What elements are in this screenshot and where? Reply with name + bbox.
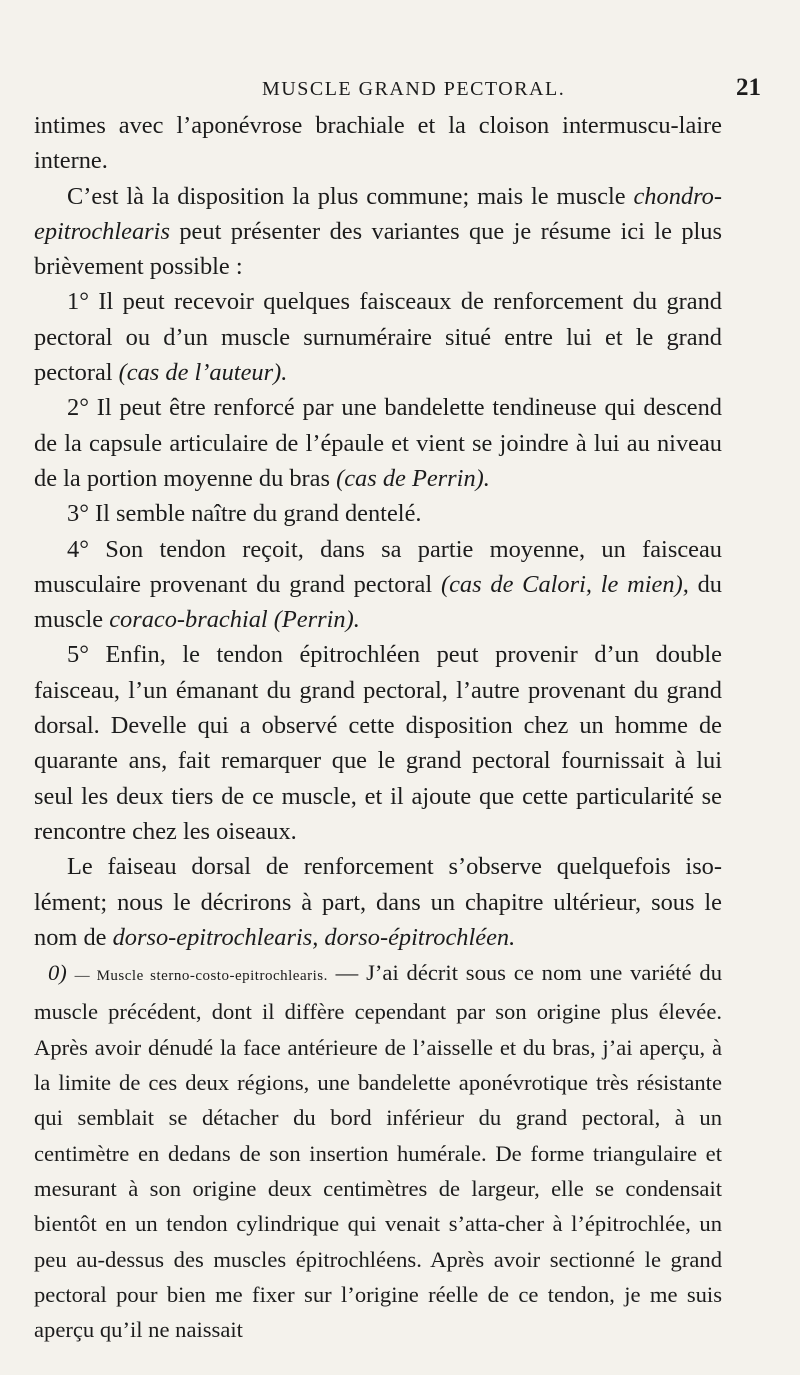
paragraph xyxy=(34,179,722,285)
note-text: — J’ai décrit sous ce nom une variété du muscle précédent, dont il diffère cependant par son origine plus élevée. Après avoir dénudé la face antérieure de l’aisselle et du bras, j’ai aperçu, à la limite de ces deux régions, une bandelette aponévrotique très résistante qui semblait se détacher du bord inférieur du grand pectoral, à un centimètre en dedans de son insertion humérale. De forme triangulaire et mesurant à son origine deux centimètres de largeur, elle se condensait bientôt en un tendon cylindrique qui venait s’atta-cher à l’épitrochlée, un peu au-dessus des muscles épitrochléens. Après avoir sectionné le grand pectoral pour bien me fixer sur l’origine réelle de ce tendon, je me suis aperçu qu’il ne naissait xyxy=(34,960,722,1343)
list-item xyxy=(34,532,722,638)
italic-term: coraco-brachial (Perrin). xyxy=(109,606,360,634)
note-label: 0) xyxy=(48,960,67,986)
text-segment: 3° Il semble naître du grand dentelé. xyxy=(67,500,422,528)
text-segment: peut présenter des variantes que je résume ici le plus brièvement possible : xyxy=(34,217,722,281)
list-item xyxy=(34,496,722,531)
text-segment: 5° Enfin, le tendon épitrochléen peut provenir d’un double faisceau, l’un émanant du grand pectoral, l’autre provenant du grand dorsal. Develle qui a observé cette disposition chez un homme de quarante ans, fait remarquer que le grand pectoral fournissait à lui seul les deux tiers de ce muscle, et il ajoute que cette particularité se rencontre chez les oiseaux. xyxy=(34,641,722,845)
text-segment: C’est là la disposition la plus commune; mais le muscle xyxy=(67,182,634,210)
italic-citation: (cas de Perrin). xyxy=(336,464,490,492)
note-paragraph xyxy=(34,955,722,1347)
italic-term: chondro-epitrochlearis xyxy=(34,182,722,245)
list-item xyxy=(34,284,722,390)
body-text xyxy=(34,108,722,1347)
paragraph xyxy=(34,108,722,179)
text-segment: Le faiseau dorsal de renforcement s’observe quelquefois iso-lément; nous le décrirons à part, dans un chapitre ultérieur, sous le nom de xyxy=(34,853,722,951)
list-item xyxy=(34,637,722,849)
text-segment: 4° Son tendon reçoit, dans sa partie moyenne, un faisceau musculaire provenant du grand pectoral xyxy=(34,535,722,598)
note-title: — Muscle sterno-costo-epitrochlearis. xyxy=(74,968,328,985)
paragraph xyxy=(34,849,722,955)
text-segment: du muscle xyxy=(34,570,722,634)
italic-citation: (cas de l’auteur). xyxy=(118,359,288,387)
italic-term: dorso-epitrochlearis, dorso-épitrochléen. xyxy=(112,923,516,951)
text-segment: 1° Il peut recevoir quelques faisceaux de renforcement du grand pectoral ou d’un muscle surnuméraire situé entre lui et le grand pectoral xyxy=(34,288,722,387)
page-number: 21 xyxy=(736,74,761,101)
running-header: MUSCLE GRAND PECTORAL. xyxy=(262,78,566,100)
italic-citation: (cas de Calori, le mien), xyxy=(440,570,689,598)
text-segment: intimes avec l’aponévrose brachiale et la cloison intermuscu-laire interne. xyxy=(34,112,722,175)
text-segment: 2° Il peut être renforcé par une bandelette tendineuse qui descend de la capsule articulaire de l’épaule et vient se joindre à lui au niveau de la portion moyenne du bras xyxy=(34,394,722,492)
list-item xyxy=(34,390,722,496)
